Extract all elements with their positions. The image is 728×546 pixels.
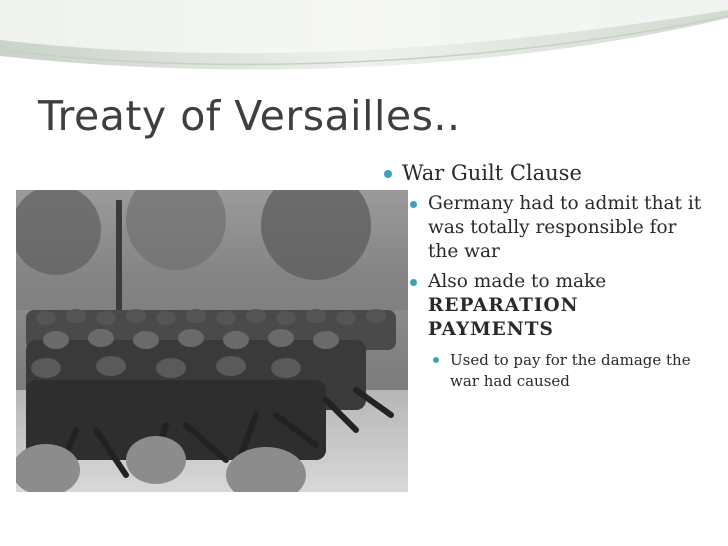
- bullet-war-guilt: [380, 160, 710, 186]
- marching-soldiers-photo: [16, 190, 408, 492]
- slide-title: Treaty of Versailles..: [38, 92, 461, 140]
- circle-bullet-icon: [384, 170, 392, 178]
- circle-bullet-icon: [410, 279, 417, 286]
- bullet-used-to-pay: [380, 350, 710, 392]
- bullet-list: [380, 160, 710, 392]
- bullet-text: War Guilt Clause: [402, 161, 582, 185]
- circle-bullet-icon: [410, 201, 417, 208]
- decorative-header-band: [0, 0, 728, 80]
- bullet-text-prefix: Also made to make: [428, 271, 607, 292]
- bullet-reparations: [380, 270, 710, 342]
- bullet-germany-admit: [380, 192, 710, 264]
- bullet-text: Used to pay for the damage the war had caused: [450, 351, 691, 390]
- bullet-text: Germany had to admit that it was totally responsible for the war: [428, 193, 702, 262]
- circle-bullet-icon: [433, 357, 439, 363]
- bullet-text-emphasis: REPARATION PAYMENTS: [428, 295, 579, 340]
